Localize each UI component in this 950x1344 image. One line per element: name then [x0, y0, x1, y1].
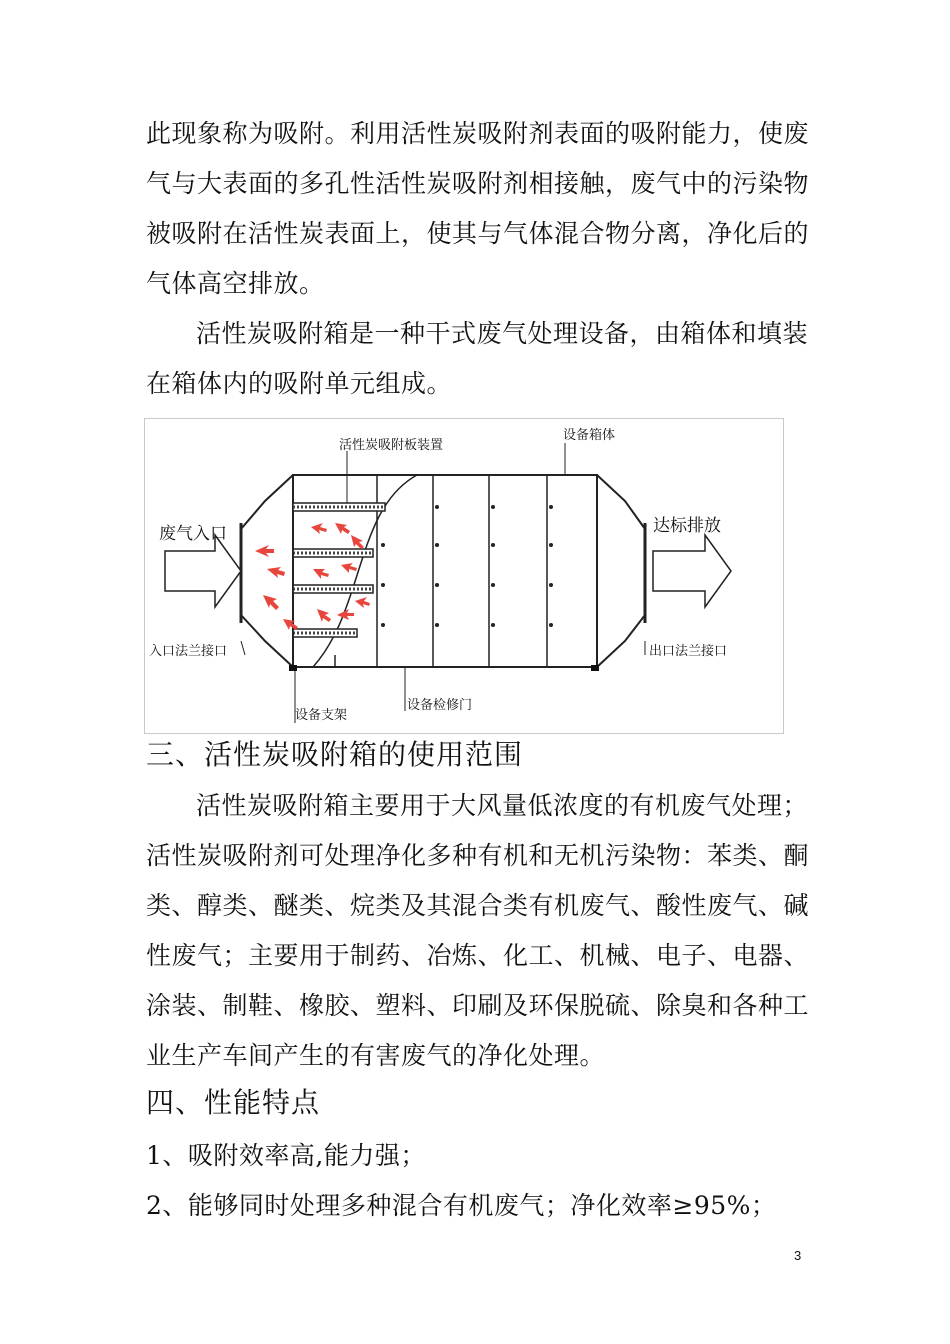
paragraph-2-line-1: 活性炭吸附箱是一种干式废气处理设备，由箱体和填装	[196, 319, 809, 348]
paragraph-1-line-4: 气体高空排放。	[146, 269, 325, 298]
paragraph-2-line-2: 在箱体内的吸附单元组成。	[146, 369, 453, 398]
label-outlet: 达标排放	[653, 516, 721, 536]
section-3-heading: 三、活性炭吸附箱的使用范围	[146, 738, 524, 771]
section-4-item-1: 1、吸附效率高,能力强；	[146, 1141, 426, 1170]
section-3-line-3: 类、醇类、醚类、烷类及其混合类有机废气、酸性废气、碱	[146, 891, 810, 920]
panel-rivets	[381, 505, 553, 627]
paragraph-1-line-2: 气与大表面的多孔性活性炭吸附剂相接触，废气中的污染物	[146, 169, 810, 198]
label-door: 设备检修门	[407, 698, 473, 713]
section-3-line-2: 活性炭吸附剂可处理净化多种有机和无机污染物：苯类、酮	[146, 841, 810, 870]
adsorption-plates	[293, 503, 385, 637]
section-4-item-2: 2、能够同时处理多种混合有机废气；净化效率≥95%；	[146, 1191, 777, 1220]
paragraph-1-line-3: 被吸附在活性炭表面上，使其与气体混合物分离，净化后的	[146, 219, 810, 248]
outlet-arrow	[653, 535, 731, 607]
label-adsorb-plate: 活性炭吸附板装置	[339, 438, 444, 453]
outlet-cone	[597, 475, 645, 667]
section-3-line-1: 活性炭吸附箱主要用于大风量低浓度的有机废气处理；	[196, 791, 809, 820]
support-foot-right	[591, 665, 599, 671]
inlet-cone	[241, 475, 293, 667]
adsorption-box-diagram	[144, 418, 784, 734]
airflow-arrows	[255, 523, 370, 630]
section-3-line-5: 涂装、制鞋、橡胶、塑料、印刷及环保脱硫、除臭和各种工	[146, 991, 810, 1020]
section-4-heading: 四、性能特点	[146, 1086, 321, 1119]
inlet-arrow	[165, 535, 241, 607]
leader-inlet-flange	[241, 641, 245, 655]
page-number: 3	[794, 1248, 802, 1263]
label-box: 设备箱体	[563, 428, 616, 443]
label-support: 设备支架	[295, 708, 348, 723]
section-3-line-6: 业生产车间产生的有害废气的净化处理。	[146, 1041, 606, 1070]
label-inlet-flange: 入口法兰接口	[149, 644, 228, 659]
support-foot-left	[289, 665, 297, 671]
label-inlet: 废气入口	[159, 524, 227, 544]
diagram-svg	[145, 419, 785, 735]
section-3-line-4: 性废气；主要用于制药、冶炼、化工、机械、电子、电器、	[146, 941, 810, 970]
label-outlet-flange: 出口法兰接口	[649, 644, 728, 659]
paragraph-1-line-1: 此现象称为吸附。利用活性炭吸附剂表面的吸附能力，使废	[146, 119, 810, 148]
